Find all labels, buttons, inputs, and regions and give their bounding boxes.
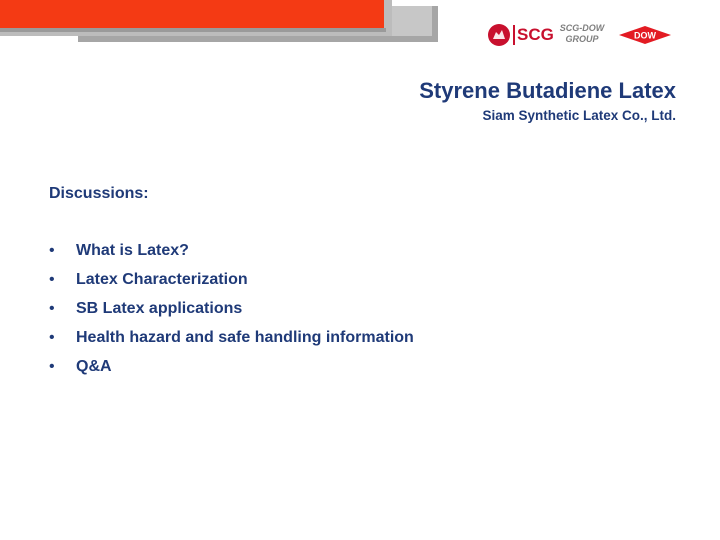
dow-diamond-logo [618,25,672,45]
list-item [49,329,414,358]
discussions-heading: Discussions: [49,185,149,202]
bullet-icon: • [49,358,55,375]
list-item-text: What is Latex? [76,242,189,259]
scg-emblem-icon [488,24,510,46]
logo-group [488,20,688,50]
scg-dow-line1: SCG-DOW [559,23,605,33]
bullet-icon: • [49,242,55,259]
page-title: Styrene Butadiene Latex [419,78,676,103]
bullet-icon: • [49,300,55,317]
page-subtitle: Siam Synthetic Latex Co., Ltd. [482,108,676,123]
scg-dow-line2: GROUP [565,34,599,44]
banner-red-shadow [0,28,386,32]
list-item [49,242,414,271]
list-item [49,300,414,329]
list-item-text: Health hazard and safe handling information [76,329,414,346]
bullet-icon: • [49,271,55,288]
discussion-list [49,242,414,387]
scg-separator [513,25,515,45]
banner-red-bar [0,0,384,28]
scg-dow-group-logo [554,23,610,45]
list-item [49,358,414,387]
list-item-text: Q&A [76,358,112,375]
dow-logo-text: DOW [634,30,656,41]
list-item-text: Latex Characterization [76,271,248,288]
scg-logo-text: SCG [517,25,554,44]
list-item [49,271,414,300]
bullet-icon: • [49,329,55,346]
list-item-text: SB Latex applications [76,300,243,317]
